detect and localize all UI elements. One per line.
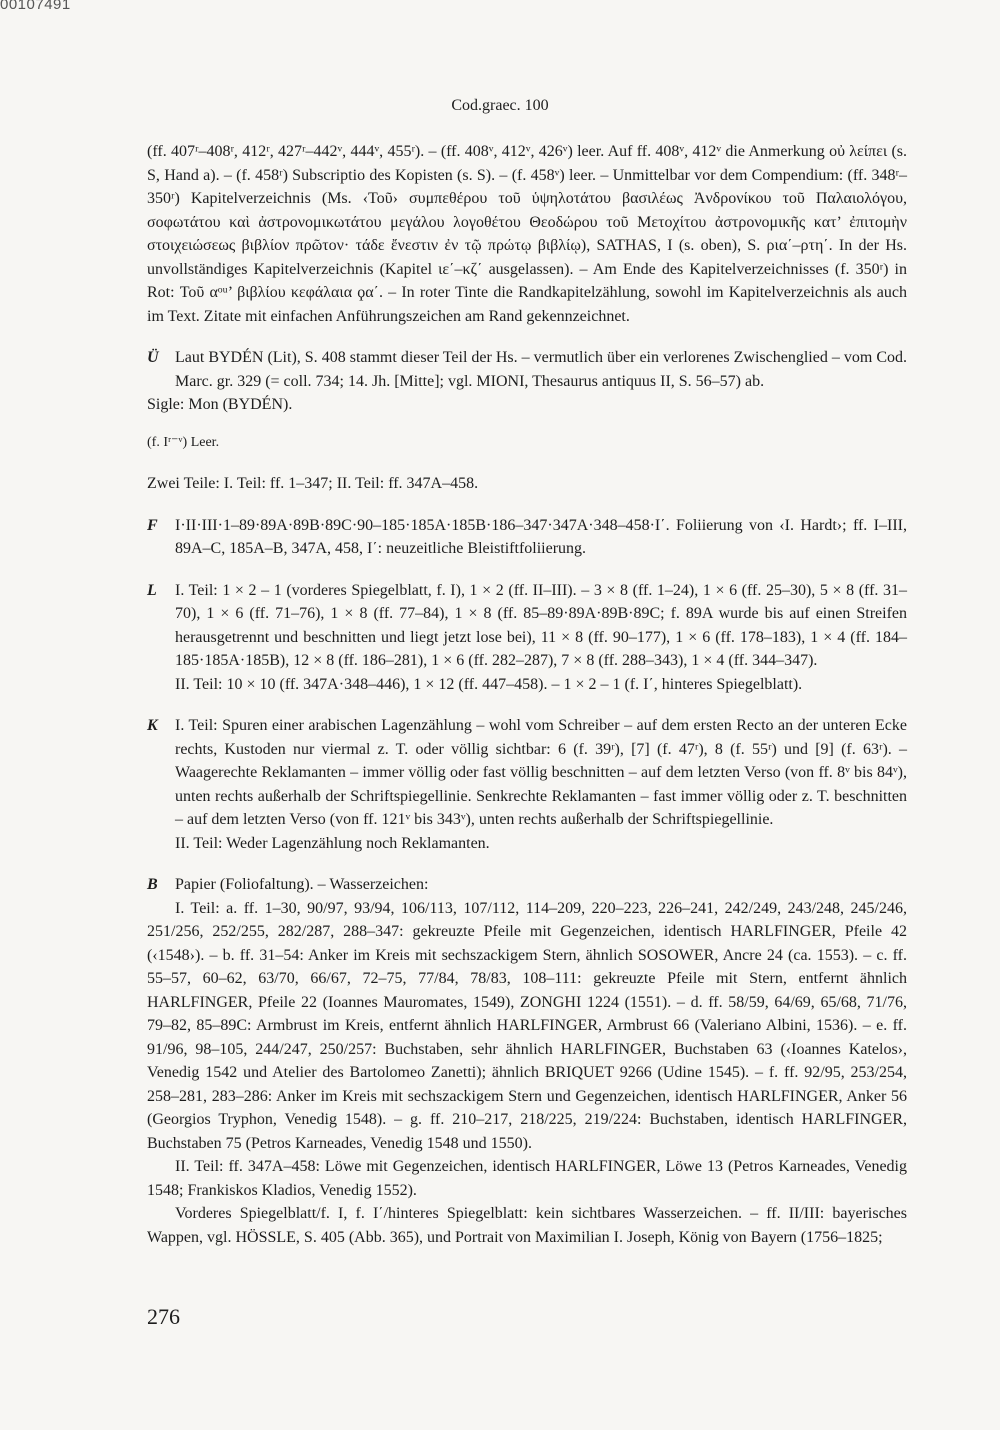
section-b-text-1: Papier (Foliofaltung). – Wasserzeichen:: [175, 876, 429, 893]
section-k-text-2: II. Teil: Weder Lagenzählung noch Reklamanten.: [175, 834, 490, 852]
section-k-text-1: I. Teil: Spuren einer arabischen Lagenzählung – wohl vom Schreiber – auf dem ersten Recto an der unteren Ecke rechts, Kustoden nur viermal z. T. oder völlig sichtbar: 6 (f. 39ʳ), [7] (f. 47ʳ), 8 (f. 55ʳ) und [9] (f. 63ʳ). – Waagerechte Reklamanten – immer völlig oder fast völlig beschnitten – auf dem letzten Verso (von ff. 8ᵛ bis 84ᵛ), unten rechts außerhalb der Schriftspiegellinie. Senkrechte Reklamanten – fast immer völlig oder z. T. beschnitten – auf dem letzten Verso (von ff. 121ᵛ bis 343ᵛ), unten rechts außerhalb der Schriftspiegellinie.: [175, 717, 907, 828]
section-l-sigil: L: [147, 581, 157, 599]
section-u-text: Laut BYDÉN (Lit), S. 408 stammt dieser Teil der Hs. – vermutlich über ein verlorenes Zwischenglied – vom Cod. Marc. gr. 329 (= coll. 734; 14. Jh. [Mitte]; vgl. MIONI, Thesaurus antiquus II, S. 56–57) ab.: [175, 349, 907, 390]
section-u: [147, 346, 907, 393]
section-f-sigil: F: [147, 516, 158, 534]
section-b-sigil: B: [147, 876, 158, 893]
page-number: 276: [147, 1304, 180, 1329]
section-f: [147, 514, 907, 561]
section-b: [147, 873, 907, 897]
section-l-text-1: I. Teil: 1 × 2 – 1 (vorderes Spiegelblatt, f. I), 1 × 2 (ff. II–III). – 3 × 8 (ff. 1–24), 1 × 6 (ff. 25–30), 5 × 8 (ff. 31–70), 1 × 6 (ff. 71–76), 1 × 8 (ff. 77–84), 1 × 8 (ff. 85–89·89A·89B·89C; f. 89A wurde bis auf einen Streifen herausgetrennt und beschnitten und liegt jetzt lose bei), 11 × 8 (ff. 90–177), 1 × 6 (ff. 178–183), 1 × 4 (ff. 184–185·185A·185B), 12 × 8 (ff. 186–281), 1 × 6 (ff. 282–287), 7 × 8 (ff. 288–343), 1 × 4 (ff. 344–347).: [175, 581, 907, 669]
section-l: [147, 579, 907, 673]
section-b-text-3: II. Teil: ff. 347A–458: Löwe mit Gegenzeichen, identisch HARLFINGER, Löwe 13 (Petros Karneades, Venedig 1548; Frankiskos Kladios, Venedig 1552).: [147, 1158, 907, 1199]
scan-id: 00107491: [0, 0, 71, 13]
section-b-text-2: I. Teil: a. ff. 1–30, 90/97, 93/94, 106/113, 107/112, 114–209, 220–223, 226–241, 242/249, 243/248, 245/246, 251/256, 252/255, 282/287, 288–347: gekreuzte Pfeile mit Gegenzeichen, identisch HARLFINGER, Pfeile 42 (‹1548›). – b. ff. 31–54: Anker im Kreis mit sechszackigem Stern, ähnlich SOSOWER, Ancre 24 (ca. 1553). – c. ff. 55–57, 60–62, 63/70, 66/67, 72–75, 77/84, 78/83, 108–111: gekreuzte Pfeile mit Stern, entfernt ähnlich HARLFINGER, Pfeile 22 (Ioannes Mauromates, 1549), ZONGHI 1224 (1551). – d. ff. 58/59, 64/69, 65/68, 71/76, 79–82, 85–89C: Armbrust im Kreis, entfernt ähnlich HARLFINGER, Armbrust 66 (Valeriano Albini, 1536). – e. ff. 91/96, 98–105, 244/247, 250/257: Buchstaben, sehr ähnlich HARLFINGER, Buchstaben 63 (‹Ioannes Katelos›, Venedig 1542 und Atelier des Bartolomeo Zanetti); ähnlich BRIQUET 9266 (Udine 1545). – f. ff. 92/95, 253/254, 258–281, 283–286: Anker im Kreis mit sechszackigem Stern und Gegenzeichen, identisch HARLFINGER, Anker 56 (Georgios Tryphon, Venedig 1548). – g. ff. 210–217, 218/225, 219/224: Buchstaben, identisch HARLFINGER, Buchstaben 75 (Petros Karneades, Venedig 1548 und 1550).: [147, 899, 907, 1152]
zwei-teile-line: Zwei Teile: I. Teil: ff. 1–347; II. Teil: ff. 347A–458.: [147, 475, 479, 492]
intro-paragraph: (ff. 407ʳ–408ʳ, 412ʳ, 427ʳ–442ᵛ, 444ᵛ, 455ʳ). – (ff. 408ᵛ, 412ᵛ, 426ᵛ) leer. Auf ff. 408ᵛ, 412ᵛ die Anmerkung οὐ λείπει (s. S, Hand a). – (f. 458ʳ) Subscriptio des Kopisten (s. S). – (f. 458ᵛ) leer. – Unmittelbar vor dem Compendium: (ff. 348ʳ–350ʳ) Kapitelverzeichnis (Ms. ‹Τοῦ› συμπεθέρου τοῦ ὑψηλοτάτου βασιλέως Ἀνδρονίκου τοῦ Παλαιολόγου, σοφωτάτου καὶ ἀστρονομικωτάτου μεγάλου λογοθέτου Θεοδώρου τοῦ Μετοχίτου ἀστρονομικῆς κατ’ ἐπιτομὴν στοιχειώσεως βιβλίον πρῶτον· τάδε ἔνεστιν ἐν τῷ πρώτῳ βιβλίῳ), SATHAS, I (s. oben), S. ρια΄–ρτη΄. In der Hs. unvollständiges Kapitelverzeichnis (Kapitel ιε΄–κζ΄ ausgelassen). – Am Ende des Kapitelverzeichnisses (f. 350ʳ) in Rot: Τοῦ αᵒᵘ’ βιβλίου κεφάλαια ϙα΄. – In roter Tinte die Randkapitelzählung, sowohl im Kapitelverzeichnis als auch im Text. Zitate mit einfachen Anführungszeichen am Rand gekennzeichnet.: [147, 143, 907, 325]
section-l-text-2: II. Teil: 10 × 10 (ff. 347A·348–446), 1 × 12 (ff. 447–458). – 1 × 2 – 1 (f. I΄, hinteres Spiegelblatt).: [175, 675, 803, 693]
section-u-sigil: Ü: [147, 349, 159, 366]
sigle-line: Sigle: Mon (BYDÉN).: [147, 396, 293, 413]
section-b-text-4: Vorderes Spiegelblatt/f. I, f. I΄/hinteres Spiegelblatt: kein sichtbares Wasserzeichen. – ff. II/III: bayerisches Wappen, vgl. HÖSSLE, S. 405 (Abb. 365), und Portrait von Maximilian I. Joseph, König von Bayern (1756–1825;: [147, 1205, 907, 1246]
section-f-text: I·II·III·1–89·89A·89B·89C·90–185·185A·185B·186–347·347A·348–458·I΄. Foliierung von ‹I. Hardt›; ff. I–III, 89A–C, 185A–B, 347A, 458, I΄: neuzeitliche Bleistiftfoliierung.: [175, 516, 907, 557]
section-k: [147, 714, 907, 832]
section-k-sigil: K: [147, 717, 158, 734]
running-head: Cod.graec. 100: [451, 97, 549, 114]
page-body: [147, 140, 907, 1249]
leer-line: (f. Iʳ⁻ᵛ) Leer.: [147, 434, 220, 450]
